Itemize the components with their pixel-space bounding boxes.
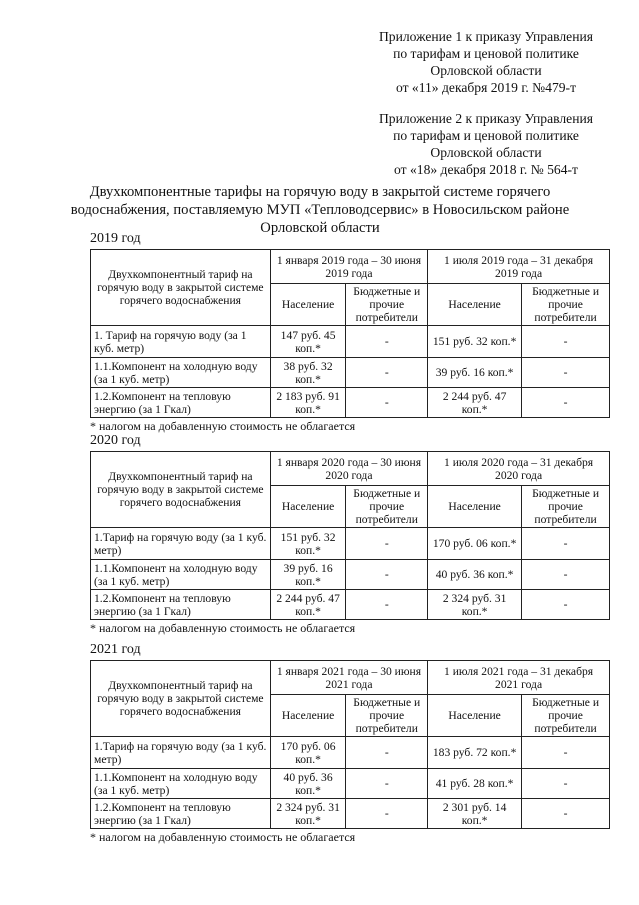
others-value: - (346, 799, 428, 829)
others-value: - (346, 560, 428, 590)
others-value: - (522, 769, 610, 799)
row-label: 1.Тариф на горячую воду (за 1 куб. метр) (91, 737, 271, 769)
population-value: 38 руб. 32 коп.* (270, 358, 346, 388)
table-row (91, 737, 610, 769)
header-population: Население (270, 695, 346, 737)
others-value: - (522, 326, 610, 358)
population-value: 39 руб. 16 коп.* (270, 560, 346, 590)
header-tariff-name: Двухкомпонентный тариф на горячую воду в закрытой системе горячего водоснабжения (91, 661, 271, 737)
others-value: - (346, 528, 428, 560)
appendix-1-line: Приложение 1 к приказу Управления (378, 29, 593, 44)
vat-footnote: * налогом на добавленную стоимость не облагается (90, 621, 356, 635)
table-row (91, 358, 610, 388)
title-line: водоснабжения, поставляемую МУП «Тепловодсервис» в Новосильском районе (70, 202, 570, 218)
population-value: 2 183 руб. 91 коп.* (270, 388, 346, 418)
table-row (91, 590, 610, 620)
tariff-table (90, 451, 610, 620)
population-value: 2 324 руб. 31 коп.* (270, 799, 346, 829)
population-value: 183 руб. 72 коп.* (428, 737, 522, 769)
table-row (91, 326, 610, 358)
header-tariff-name: Двухкомпонентный тариф на горячую воду в закрытой системе горячего водоснабжения (91, 250, 271, 326)
others-value: - (522, 528, 610, 560)
year-label: 2021 год (90, 642, 141, 657)
tariff-table (90, 660, 610, 829)
year-section-2020 (90, 433, 610, 635)
appendix-1-line: от «11» декабря 2019 г. №479-т (395, 80, 577, 95)
header-period-1: 1 января 2021 года – 30 июня 2021 года (270, 661, 427, 695)
appendix-2-header (361, 110, 611, 178)
header-population: Население (428, 486, 522, 528)
others-value: - (346, 388, 428, 418)
title-line: Двухкомпонентные тарифы на горячую воду в закрытой системе горячего (89, 184, 551, 200)
row-label: 1.2.Компонент на тепловую энергию (за 1 Гкал) (91, 590, 271, 620)
appendix-2-line: Орловской области (430, 145, 542, 160)
title-line: Орловской области (260, 220, 380, 236)
population-value: 170 руб. 06 коп.* (270, 737, 346, 769)
row-label: 1.1.Компонент на холодную воду (за 1 куб. метр) (91, 358, 271, 388)
appendix-2-line: от «18» декабря 2018 г. № 564-т (394, 162, 578, 177)
row-label: 1. Тариф на горячую воду (за 1 куб. метр) (91, 326, 271, 358)
others-value: - (522, 799, 610, 829)
header-others: Бюджетные и прочие потребители (346, 284, 428, 326)
header-tariff-name: Двухкомпонентный тариф на горячую воду в закрытой системе горячего водоснабжения (91, 452, 271, 528)
population-value: 147 руб. 45 коп.* (270, 326, 346, 358)
document-title (60, 183, 580, 237)
population-value: 151 руб. 32 коп.* (270, 528, 346, 560)
header-population: Население (270, 486, 346, 528)
table-row (91, 560, 610, 590)
appendix-1-line: по тарифам и ценовой политике (393, 46, 579, 61)
others-value: - (346, 737, 428, 769)
table-row (91, 769, 610, 799)
appendix-1-header (361, 28, 611, 96)
others-value: - (346, 326, 428, 358)
table-row (91, 388, 610, 418)
population-value: 40 руб. 36 коп.* (270, 769, 346, 799)
population-value: 2 244 руб. 47 коп.* (428, 388, 522, 418)
header-population: Население (270, 284, 346, 326)
header-period-1: 1 января 2020 года – 30 июня 2020 года (270, 452, 427, 486)
others-value: - (522, 560, 610, 590)
header-period-2: 1 июля 2019 года – 31 декабря 2019 года (428, 250, 610, 284)
header-population: Население (428, 284, 522, 326)
others-value: - (522, 737, 610, 769)
row-label: 1.Тариф на горячую воду (за 1 куб. метр) (91, 528, 271, 560)
header-population: Население (428, 695, 522, 737)
others-value: - (346, 769, 428, 799)
population-value: 151 руб. 32 коп.* (428, 326, 522, 358)
header-others: Бюджетные и прочие потребители (522, 486, 610, 528)
population-value: 2 324 руб. 31 коп.* (428, 590, 522, 620)
others-value: - (522, 358, 610, 388)
population-value: 40 руб. 36 коп.* (428, 560, 522, 590)
tariff-table (90, 249, 610, 418)
year-section-2019 (90, 231, 610, 433)
row-label: 1.1.Компонент на холодную воду (за 1 куб. метр) (91, 560, 271, 590)
population-value: 2 301 руб. 14 коп.* (428, 799, 522, 829)
header-period-2: 1 июля 2020 года – 31 декабря 2020 года (428, 452, 610, 486)
others-value: - (346, 590, 428, 620)
header-period-2: 1 июля 2021 года – 31 декабря 2021 года (428, 661, 610, 695)
row-label: 1.2.Компонент на тепловую энергию (за 1 Гкал) (91, 388, 271, 418)
vat-footnote: * налогом на добавленную стоимость не облагается (90, 830, 356, 844)
year-section-2021 (90, 642, 610, 844)
population-value: 170 руб. 06 коп.* (428, 528, 522, 560)
appendix-1-line: Орловской области (430, 63, 542, 78)
population-value: 41 руб. 28 коп.* (428, 769, 522, 799)
table-row (91, 528, 610, 560)
header-others: Бюджетные и прочие потребители (346, 695, 428, 737)
header-others: Бюджетные и прочие потребители (346, 486, 428, 528)
header-others: Бюджетные и прочие потребители (522, 695, 610, 737)
header-period-1: 1 января 2019 года – 30 июня 2019 года (270, 250, 427, 284)
row-label: 1.1.Компонент на холодную воду (за 1 куб. метр) (91, 769, 271, 799)
others-value: - (346, 358, 428, 388)
row-label: 1.2.Компонент на тепловую энергию (за 1 Гкал) (91, 799, 271, 829)
year-label: 2019 год (90, 231, 141, 246)
others-value: - (522, 388, 610, 418)
header-others: Бюджетные и прочие потребители (522, 284, 610, 326)
others-value: - (522, 590, 610, 620)
appendix-2-line: Приложение 2 к приказу Управления (378, 111, 593, 126)
year-label: 2020 год (90, 433, 141, 448)
population-value: 2 244 руб. 47 коп.* (270, 590, 346, 620)
vat-footnote: * налогом на добавленную стоимость не облагается (90, 419, 356, 433)
population-value: 39 руб. 16 коп.* (428, 358, 522, 388)
appendix-2-line: по тарифам и ценовой политике (393, 128, 579, 143)
table-row (91, 799, 610, 829)
